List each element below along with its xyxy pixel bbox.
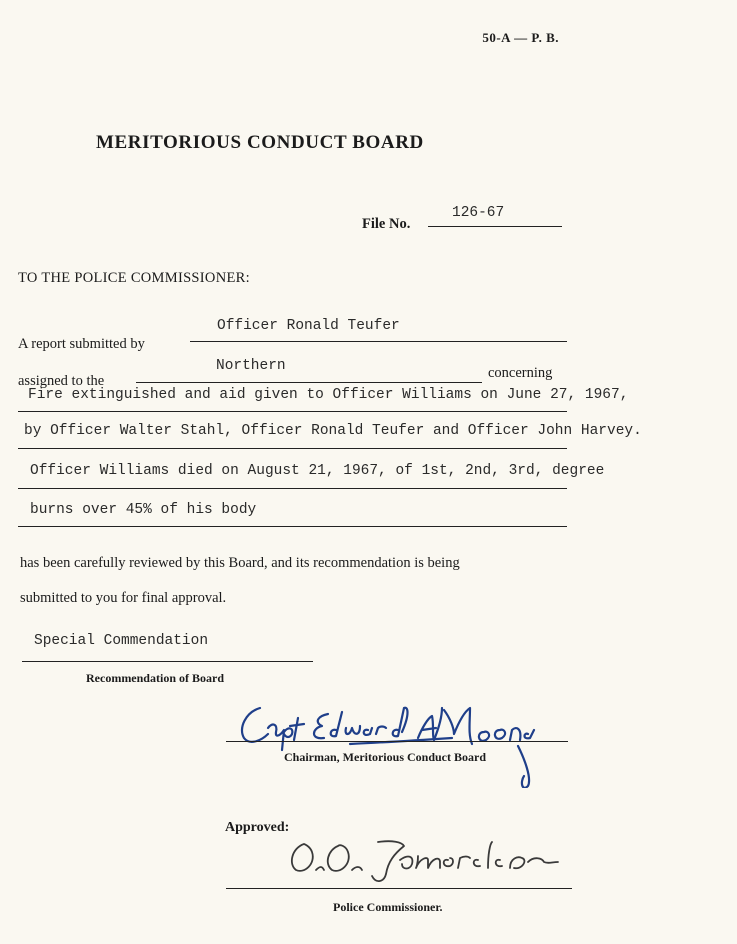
assigned-value: Northern — [216, 358, 286, 374]
concerning-label: concerning — [488, 365, 553, 381]
review-text-line-1: has been carefully reviewed by this Board, and its recommendation is being — [20, 555, 460, 571]
rule-line — [18, 448, 567, 449]
assigned-label: assigned to the — [18, 373, 105, 389]
rule-line — [18, 411, 567, 412]
file-no-value: 126-67 — [452, 205, 505, 221]
approved-label: Approved: — [225, 820, 290, 835]
concerning-line-3: Officer Williams died on August 21, 1967, of 1st, 2nd, 3rd, degree — [30, 463, 605, 479]
recommendation-value: Special Commendation — [34, 633, 209, 649]
rule-line — [18, 488, 567, 489]
submitted-by-line — [190, 341, 567, 342]
addressee: TO THE POLICE COMMISSIONER: — [18, 270, 250, 286]
submitted-by-value: Officer Ronald Teufer — [217, 318, 400, 334]
chairman-line — [226, 741, 568, 742]
concerning-line-2: by Officer Walter Stahl, Officer Ronald Teufer and Officer John Harvey. — [24, 423, 642, 439]
form-title: MERITORIOUS CONDUCT BOARD — [96, 132, 424, 153]
submitted-by-label: A report submitted by — [18, 336, 145, 352]
concerning-line-4: burns over 45% of his body — [30, 502, 257, 518]
file-no-line — [428, 226, 562, 227]
chairman-title: Chairman, Meritorious Conduct Board — [284, 750, 486, 764]
chairman-signature — [232, 688, 542, 788]
assigned-line — [136, 382, 482, 383]
rule-line — [18, 526, 567, 527]
file-no-label: File No. — [362, 216, 411, 232]
concerning-line-1: Fire extinguished and aid given to Officer Williams on June 27, 1967, — [28, 387, 629, 403]
review-text-line-2: submitted to you for final approval. — [20, 590, 227, 606]
form-number: 50-A — P. B. — [482, 30, 559, 45]
commissioner-signature — [282, 830, 572, 890]
recommendation-label: Recommendation of Board — [86, 671, 224, 685]
commissioner-title: Police Commissioner. — [333, 900, 443, 914]
recommendation-line — [22, 661, 313, 662]
commissioner-line — [226, 888, 572, 889]
